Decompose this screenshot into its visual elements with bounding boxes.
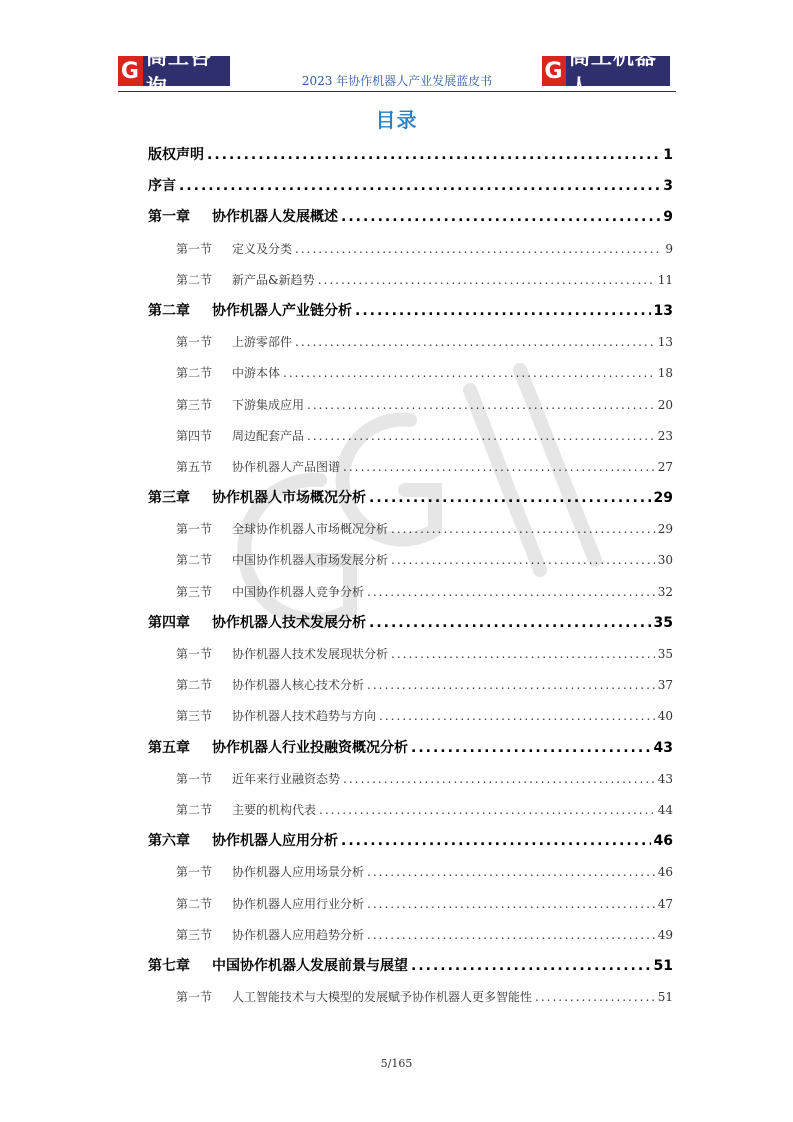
toc-section-entry[interactable] xyxy=(148,639,673,670)
toc-entry-page: 29 xyxy=(657,522,673,537)
toc-entry-page: 35 xyxy=(653,614,673,631)
toc-chapter-entry[interactable] xyxy=(148,608,673,639)
toc-entry-label: 协作机器人发展概述 xyxy=(212,209,338,226)
toc-entry-label: 协作机器人产品图谱 xyxy=(232,459,341,474)
toc-chapter-entry[interactable] xyxy=(148,140,673,171)
toc-entry-page: 20 xyxy=(657,397,673,412)
toc-leader-dots xyxy=(355,296,651,327)
toc-entry-number: 第二节 xyxy=(176,366,213,381)
toc-entry-label: 序言 xyxy=(148,178,176,195)
toc-entry-number: 第二章 xyxy=(148,302,190,319)
toc-entry-page: 40 xyxy=(657,709,673,724)
toc-section-entry[interactable] xyxy=(148,545,673,576)
toc-entry-number: 第四节 xyxy=(176,428,213,443)
toc-entry-page: 13 xyxy=(653,302,673,319)
toc-entry-label: 中国协作机器人发展前景与展望 xyxy=(212,957,408,974)
toc-entry-label: 协作机器人应用行业分析 xyxy=(232,896,365,911)
toc-leader-dots xyxy=(343,764,655,795)
toc-section-entry[interactable] xyxy=(148,701,673,732)
toc-section-entry[interactable] xyxy=(148,358,673,389)
toc-leader-dots xyxy=(367,670,655,701)
toc-entry-number: 第三节 xyxy=(176,709,213,724)
toc-entry-page: 35 xyxy=(657,647,673,661)
toc-leader-dots xyxy=(207,140,660,171)
toc-entry-label: 协作机器人技术发展分析 xyxy=(212,614,366,631)
toc-leader-dots xyxy=(179,171,660,202)
report-title: 2023 年协作机器人产业发展蓝皮书 xyxy=(301,74,493,88)
toc-entry-number: 第一节 xyxy=(176,335,213,350)
toc-leader-dots xyxy=(367,577,655,608)
toc-leader-dots xyxy=(283,358,655,389)
toc-entry-page: 46 xyxy=(653,833,673,850)
toc-entry-label: 中国协作机器人市场发展分析 xyxy=(232,553,389,568)
toc-entry-number: 第二节 xyxy=(176,272,213,287)
page-header xyxy=(118,45,676,99)
g-logo-icon: G xyxy=(542,56,566,86)
toc-section-entry[interactable] xyxy=(148,421,673,452)
toc-entry-page: 3 xyxy=(663,178,673,195)
toc-entry-label: 协作机器人技术趋势与方向 xyxy=(232,709,377,724)
toc-entry-label: 协作机器人技术发展现状分析 xyxy=(232,647,389,661)
toc-entry-number: 第一节 xyxy=(176,647,213,661)
page-number: 5/165 xyxy=(380,1057,413,1070)
toc-leader-dots xyxy=(411,733,651,764)
toc-chapter-entry[interactable] xyxy=(148,733,673,764)
toc-section-entry[interactable] xyxy=(148,670,673,701)
toc-entry-label: 协作机器人应用场景分析 xyxy=(232,865,365,880)
toc-section-entry[interactable] xyxy=(148,795,673,826)
toc-entry-page: 13 xyxy=(657,335,673,350)
toc-entry-page: 47 xyxy=(657,896,673,911)
toc-chapter-entry[interactable] xyxy=(148,483,673,514)
toc-chapter-entry[interactable] xyxy=(148,171,673,202)
toc-entry-page: 49 xyxy=(657,927,673,942)
toc-leader-dots xyxy=(379,701,655,732)
toc-entry-label: 协作机器人市场概况分析 xyxy=(212,490,366,507)
toc-title: 目录 xyxy=(375,108,418,132)
toc-entry-label: 定义及分类 xyxy=(232,241,293,256)
toc-entry-number: 第三节 xyxy=(176,927,213,942)
toc-entry-number: 第五节 xyxy=(176,459,213,474)
toc-leader-dots xyxy=(367,857,655,888)
toc-leader-dots xyxy=(307,421,655,452)
g-logo-icon: G xyxy=(118,56,143,86)
toc-leader-dots xyxy=(535,982,655,1013)
toc-chapter-entry[interactable] xyxy=(148,951,673,982)
toc-entry-page: 46 xyxy=(657,865,673,880)
toc-section-entry[interactable] xyxy=(148,982,673,1013)
toc-entry-page: 51 xyxy=(657,990,673,1005)
table-of-contents xyxy=(148,140,673,1013)
toc-section-entry[interactable] xyxy=(148,514,673,545)
toc-leader-dots xyxy=(307,390,655,421)
toc-entry-page: 11 xyxy=(657,272,673,287)
toc-entry-page: 37 xyxy=(657,678,673,693)
toc-entry-label: 人工智能技术与大模型的发展赋予协作机器人更多智能性 xyxy=(232,990,533,1005)
toc-entry-label: 中国协作机器人竞争分析 xyxy=(232,584,365,599)
toc-leader-dots xyxy=(295,234,662,265)
toc-entry-label: 下游集成应用 xyxy=(232,397,305,412)
toc-chapter-entry[interactable] xyxy=(148,202,673,233)
toc-entry-number: 第五章 xyxy=(148,739,190,756)
toc-entry-label: 全球协作机器人市场概况分析 xyxy=(232,522,389,537)
toc-entry-page: 30 xyxy=(657,553,673,568)
toc-entry-number: 第一节 xyxy=(176,990,213,1005)
toc-entry-number: 第四章 xyxy=(148,614,190,631)
toc-section-entry[interactable] xyxy=(148,265,673,296)
toc-entry-page: 44 xyxy=(657,802,673,817)
toc-entry-number: 第三节 xyxy=(176,397,213,412)
toc-entry-label: 协作机器人应用趋势分析 xyxy=(232,927,365,942)
toc-section-entry[interactable] xyxy=(148,452,673,483)
toc-leader-dots xyxy=(391,514,655,545)
logo-right-text: 高工机器人 xyxy=(568,45,657,99)
toc-entry-label: 中游本体 xyxy=(232,366,281,381)
toc-leader-dots xyxy=(367,920,655,951)
toc-leader-dots xyxy=(341,202,660,233)
toc-leader-dots xyxy=(367,889,655,920)
toc-entry-label: 周边配套产品 xyxy=(232,428,305,443)
toc-entry-page: 23 xyxy=(657,428,673,443)
toc-leader-dots xyxy=(341,826,651,857)
toc-entry-number: 第一节 xyxy=(176,241,213,256)
toc-section-entry[interactable] xyxy=(148,920,673,951)
toc-leader-dots xyxy=(391,639,655,670)
toc-leader-dots xyxy=(411,951,651,982)
toc-leader-dots xyxy=(369,608,651,639)
toc-entry-page: 9 xyxy=(665,241,673,256)
toc-entry-label: 协作机器人应用分析 xyxy=(212,833,338,850)
toc-entry-label: 上游零部件 xyxy=(232,335,293,350)
toc-entry-label: 近年来行业融资态势 xyxy=(232,771,341,786)
header-divider xyxy=(118,91,676,92)
toc-entry-label: 协作机器人行业投融资概况分析 xyxy=(212,739,408,756)
toc-entry-label: 版权声明 xyxy=(148,147,204,163)
toc-entry-page: 43 xyxy=(657,771,673,786)
toc-section-entry[interactable] xyxy=(148,889,673,920)
toc-entry-page: 1 xyxy=(663,147,673,163)
toc-entry-number: 第七章 xyxy=(148,957,190,974)
toc-entry-number: 第一节 xyxy=(176,771,213,786)
toc-entry-number: 第二节 xyxy=(176,678,213,693)
toc-entry-number: 第一节 xyxy=(176,522,213,537)
toc-entry-page: 51 xyxy=(653,957,673,974)
toc-entry-number: 第三节 xyxy=(176,584,213,599)
toc-entry-number: 第三章 xyxy=(148,490,190,507)
toc-entry-page: 27 xyxy=(657,459,673,474)
toc-entry-page: 9 xyxy=(663,209,673,226)
toc-section-entry[interactable] xyxy=(148,390,673,421)
toc-chapter-entry[interactable] xyxy=(148,296,673,327)
toc-entry-label: 协作机器人核心技术分析 xyxy=(232,678,365,693)
toc-entry-number: 第六章 xyxy=(148,833,190,850)
toc-entry-number: 第二节 xyxy=(176,896,213,911)
toc-leader-dots xyxy=(318,265,655,296)
toc-section-entry[interactable] xyxy=(148,234,673,265)
toc-entry-page: 43 xyxy=(653,739,673,756)
toc-entry-page: 18 xyxy=(657,366,673,381)
toc-section-entry[interactable] xyxy=(148,327,673,358)
toc-entry-label: 协作机器人产业链分析 xyxy=(212,302,352,319)
toc-section-entry[interactable] xyxy=(148,857,673,888)
toc-leader-dots xyxy=(343,452,655,483)
toc-section-entry[interactable] xyxy=(148,577,673,608)
toc-leader-dots xyxy=(295,327,655,358)
toc-section-entry[interactable] xyxy=(148,764,673,795)
toc-entry-number: 第二节 xyxy=(176,802,213,817)
toc-leader-dots xyxy=(391,545,655,576)
toc-entry-number: 第二节 xyxy=(176,553,213,568)
toc-chapter-entry[interactable] xyxy=(148,826,673,857)
toc-entry-page: 29 xyxy=(653,490,673,507)
toc-entry-number: 第一节 xyxy=(176,865,213,880)
toc-entry-page: 32 xyxy=(657,584,673,599)
toc-entry-label: 新产品&新趋势 xyxy=(232,272,315,287)
toc-entry-label: 主要的机构代表 xyxy=(232,802,317,817)
gaogong-robot-logo xyxy=(542,45,670,99)
toc-leader-dots xyxy=(319,795,655,826)
toc-entry-number: 第一章 xyxy=(148,209,190,226)
logo-left-text: 高工咨询 xyxy=(145,45,212,99)
toc-leader-dots xyxy=(369,483,651,514)
